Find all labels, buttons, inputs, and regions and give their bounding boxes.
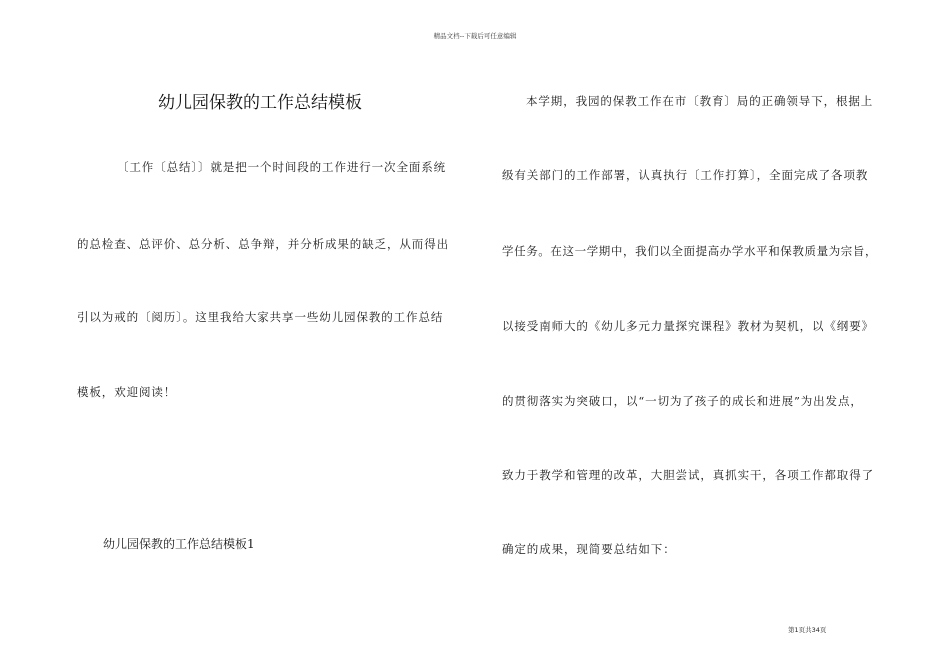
right-paragraph-line-5: 的贯彻落实为突破口，以“一切为了孩子的成长和进展”为出发点，	[502, 394, 863, 408]
page-number: 第1页共34页	[788, 626, 827, 634]
left-paragraph-line-4: 模板，欢迎阅读！	[77, 385, 177, 399]
right-paragraph-line-4: 以接受南师大的《幼儿多元力量探究课程》教材为契机，以《纲要》	[502, 319, 874, 333]
left-paragraph-line-2: 的总检查、总评价、总分析、总争辩，并分析成果的缺乏，从而得出	[77, 237, 449, 251]
left-paragraph-line-1: 〔工作〔总结〕〕就是把一个时间段的工作进行一次全面系统	[117, 160, 447, 174]
page-header: 精品文档--下载后可任意编辑	[433, 32, 517, 40]
right-paragraph-line-1: 本学期，我园的保教工作在市〔教育〕局的正确领导下，根据上	[526, 94, 874, 108]
right-paragraph-line-2: 级有关部门的工作部署，认真执行〔工作打算〕，全面完成了各项教	[502, 168, 869, 182]
document-title: 幼儿园保教的工作总结模板	[158, 93, 362, 113]
section-subtitle: 幼儿园保教的工作总结模板1	[103, 537, 255, 551]
right-paragraph-line-3: 学任务。在这一学期中，我们以全面提高办学水平和保教质量为宗旨，	[502, 244, 878, 258]
right-paragraph-line-7: 确定的成果，现简要总结如下：	[502, 542, 676, 556]
left-paragraph-line-3: 引以为戒的〔阅历〕。这里我给大家共享一些幼儿园保教的工作总结	[77, 310, 444, 324]
right-paragraph-line-6: 致力于教学和管理的改革，大胆尝试，真抓实干，各项工作都取得了	[502, 468, 874, 482]
